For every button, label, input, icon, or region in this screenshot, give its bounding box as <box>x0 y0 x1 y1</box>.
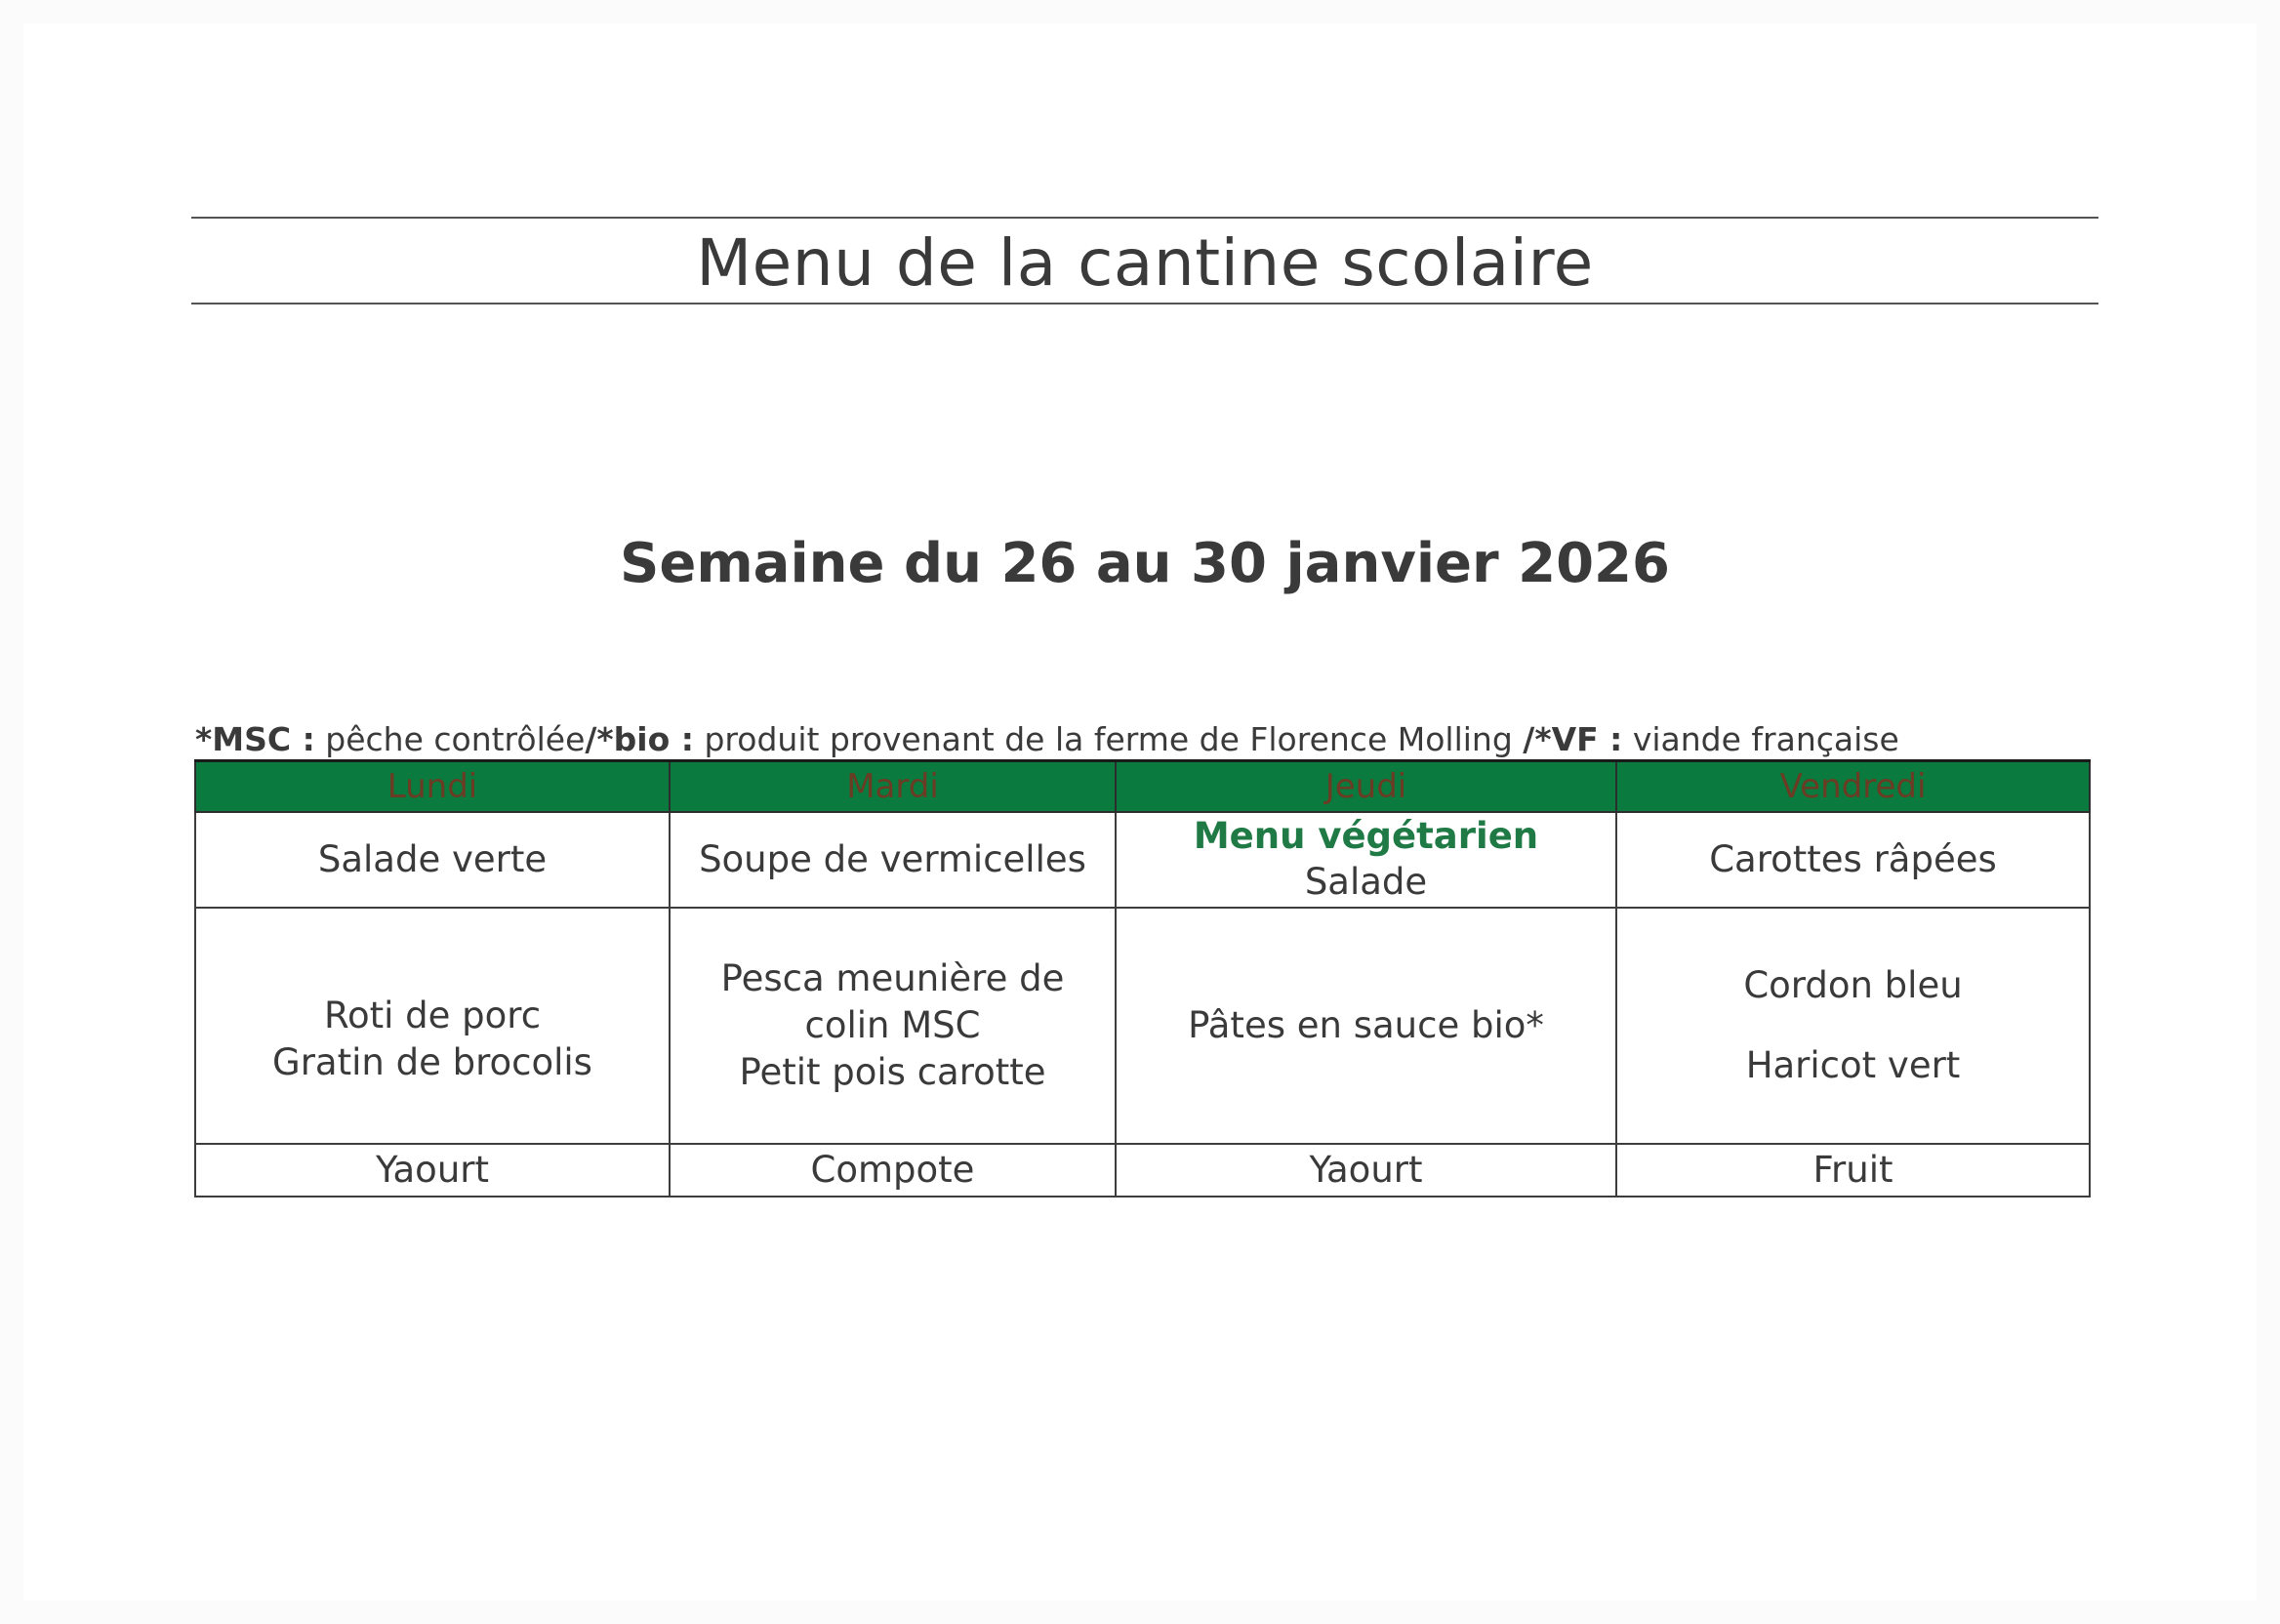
day-header-vendredi: Vendredi <box>1616 761 2090 813</box>
page-title: Menu de la cantine scolaire <box>696 225 1594 301</box>
week-title: Semaine du 26 au 30 janvier 2026 <box>620 532 1670 595</box>
starter-vendredi: Carottes râpées <box>1616 812 2090 908</box>
day-header-jeudi: Jeudi <box>1116 761 1616 813</box>
main-vendredi-line: Haricot vert <box>1745 1044 1961 1086</box>
vegetarian-label: Menu végétarien <box>1193 815 1539 857</box>
spacer <box>1617 1009 2089 1042</box>
starter-lundi: Salade verte <box>195 812 670 908</box>
day-header-mardi: Mardi <box>670 761 1116 813</box>
main-jeudi <box>1116 908 1616 1144</box>
legend-vf-label: /*VF : <box>1523 720 1623 758</box>
main-row <box>195 908 2090 1144</box>
main-mardi <box>670 908 1116 1144</box>
main-jeudi-line: Pâtes en sauce bio* <box>1188 1004 1544 1046</box>
dessert-row <box>195 1144 2090 1197</box>
starter-jeudi-dish: Salade <box>1304 861 1428 903</box>
main-vendredi <box>1616 908 2090 1144</box>
dessert-mardi: Compote <box>670 1144 1116 1197</box>
legend-vf-text: viande française <box>1622 720 1899 758</box>
dessert-vendredi: Fruit <box>1616 1144 2090 1197</box>
header-row <box>195 761 2090 813</box>
starter-row <box>195 812 2090 908</box>
legend-bio-label: /*bio : <box>585 720 694 758</box>
main-lundi <box>195 908 670 1144</box>
legend <box>195 720 1899 759</box>
main-mardi-line: colin MSC <box>804 1004 981 1046</box>
legend-msc-text: pêche contrôlée <box>314 720 586 758</box>
starter-mardi: Soupe de vermicelles <box>670 812 1116 908</box>
title-rule-top <box>191 217 2098 219</box>
main-lundi-line: Gratin de brocolis <box>272 1041 592 1083</box>
dessert-jeudi: Yaourt <box>1116 1144 1616 1197</box>
starter-jeudi <box>1116 812 1616 908</box>
title-rule-bottom <box>191 303 2098 304</box>
legend-bio-text: produit provenant de la ferme de Florence Molling <box>693 720 1524 758</box>
main-lundi-line: Roti de porc <box>323 995 542 1036</box>
main-mardi-line: Pesca meunière de <box>720 957 1065 999</box>
dessert-lundi: Yaourt <box>195 1144 670 1197</box>
main-mardi-line: Petit pois carotte <box>739 1051 1046 1093</box>
menu-table <box>194 759 2091 1198</box>
main-vendredi-line: Cordon bleu <box>1743 964 1963 1006</box>
legend-msc-label: *MSC : <box>195 720 315 758</box>
menu-page <box>23 23 2257 1601</box>
day-header-lundi: Lundi <box>195 761 670 813</box>
